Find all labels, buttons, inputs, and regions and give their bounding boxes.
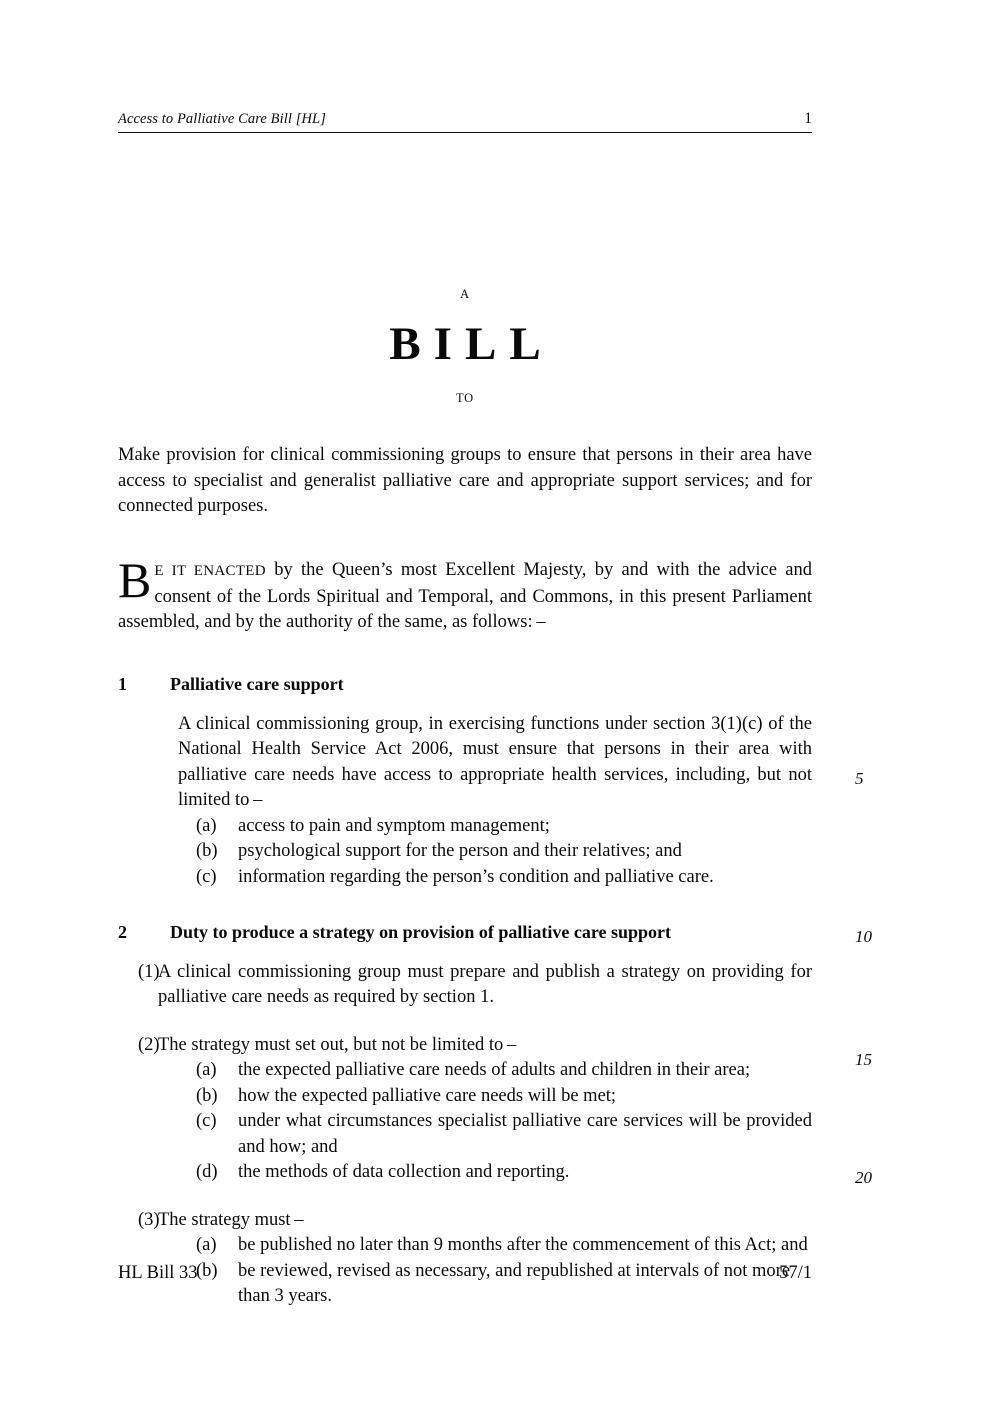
item-text: under what circumstances specialist palliative care services will be provided and how; and <box>238 1111 812 1157</box>
item-marker: (b) <box>196 1085 218 1106</box>
clause-2-sub3-item-a <box>118 1233 812 1259</box>
item-text: access to pain and symptom management; <box>238 815 550 836</box>
item-text: information regarding the person’s condition and palliative care. <box>238 866 714 887</box>
enacting-smallcaps: E IT ENACTED <box>154 563 266 579</box>
clause-title-2: Duty to produce a strategy on provision of palliative care support <box>170 922 672 942</box>
item-text: how the expected palliative care needs will be met; <box>238 1085 617 1106</box>
clause-1-item-b <box>118 839 812 865</box>
spacer <box>118 1011 812 1033</box>
title-to-word: TO <box>455 390 475 405</box>
spacer <box>118 1186 812 1208</box>
spacer <box>118 890 812 920</box>
subsection-marker: (3) <box>138 1209 160 1230</box>
enacting-text: by the Queen’s most Excellent Majesty, by and with the advice and consent of the Lords Spiritual and Temporal, and Commons, in this present Parliament assembled, and by the authority of the same, as follows: – <box>118 560 812 632</box>
clause-2-subsection-3 <box>118 1208 812 1234</box>
subsection-text: The strategy must – <box>158 1209 304 1230</box>
item-text: be reviewed, revised as necessary, and republished at intervals of not more than 3 years. <box>238 1260 791 1306</box>
footer-print-code: 57/1 <box>779 1263 812 1283</box>
item-text: be published no later than 9 months after the commencement of this Act; and <box>238 1235 808 1255</box>
title-bill-word: BILL <box>389 317 554 370</box>
item-marker: (c) <box>196 866 217 887</box>
line-number-5: 5 <box>855 769 864 788</box>
line-number-20: 20 <box>855 1168 872 1187</box>
item-marker: (c) <box>196 1111 217 1131</box>
subsection-marker: (2) <box>138 1034 160 1055</box>
line-number-10: 10 <box>855 927 872 946</box>
item-marker: (a) <box>196 1235 217 1255</box>
clause-1-item-c <box>118 865 812 891</box>
item-marker: (d) <box>196 1162 218 1182</box>
title-article-a: A <box>460 287 470 301</box>
clause-1-item-a <box>118 814 812 840</box>
clause-heading-2 <box>118 920 812 946</box>
running-header-page-number: 1 <box>804 110 812 127</box>
subsection-text: The strategy must set out, but not be limited to – <box>158 1034 517 1055</box>
clause-number-2: 2 <box>118 922 127 942</box>
clause-1-lead-text: A clinical commissioning group, in exercising functions under section 3(1)(c) of the National Health Service Act 2006, must ensure that persons in their area with palliative care needs have access to appropriate health services, including, but not limited to – <box>178 713 812 810</box>
clause-heading-1 <box>118 672 812 698</box>
line-number-15: 15 <box>855 1050 872 1069</box>
clause-2-subsection-2 <box>118 1033 812 1059</box>
bill-title-block <box>118 288 812 406</box>
bill-body <box>118 672 812 1310</box>
enacting-dropcap: B <box>118 552 152 608</box>
item-marker: (a) <box>196 1060 217 1080</box>
subsection-text: A clinical commissioning group must prepare and publish a strategy on providing for palliative care needs as required by section 1. <box>158 961 812 1007</box>
page-footer <box>118 1263 812 1284</box>
clause-title-1: Palliative care support <box>170 674 344 694</box>
item-text: the expected palliative care needs of adults and children in their area; <box>238 1060 751 1080</box>
item-text: the methods of data collection and reporting. <box>238 1162 570 1182</box>
clause-2-sub2-item-a <box>118 1058 812 1084</box>
footer-bill-reference: HL Bill 33 <box>118 1263 198 1283</box>
item-marker: (b) <box>196 841 218 861</box>
clause-2-sub2-item-b <box>118 1084 812 1110</box>
enacting-formula <box>118 552 812 636</box>
clause-1-lead-paragraph <box>118 712 812 814</box>
item-marker: (b) <box>196 1260 218 1281</box>
clause-number-1: 1 <box>118 674 127 694</box>
item-marker: (a) <box>196 815 217 836</box>
subsection-marker: (1) <box>138 961 160 982</box>
long-title: Make provision for clinical commissioning groups to ensure that persons in their area have access to specialist and generalist palliative care and appropriate support services; and for connected purposes. <box>118 445 812 516</box>
clause-2-sub2-item-c <box>118 1109 812 1160</box>
running-header-title: Access to Palliative Care Bill [HL] <box>118 111 326 127</box>
clause-2-subsection-1 <box>118 960 812 1011</box>
item-text: psychological support for the person and their relatives; and <box>238 841 682 861</box>
clause-2-sub2-item-d <box>118 1160 812 1186</box>
running-header <box>118 110 812 133</box>
